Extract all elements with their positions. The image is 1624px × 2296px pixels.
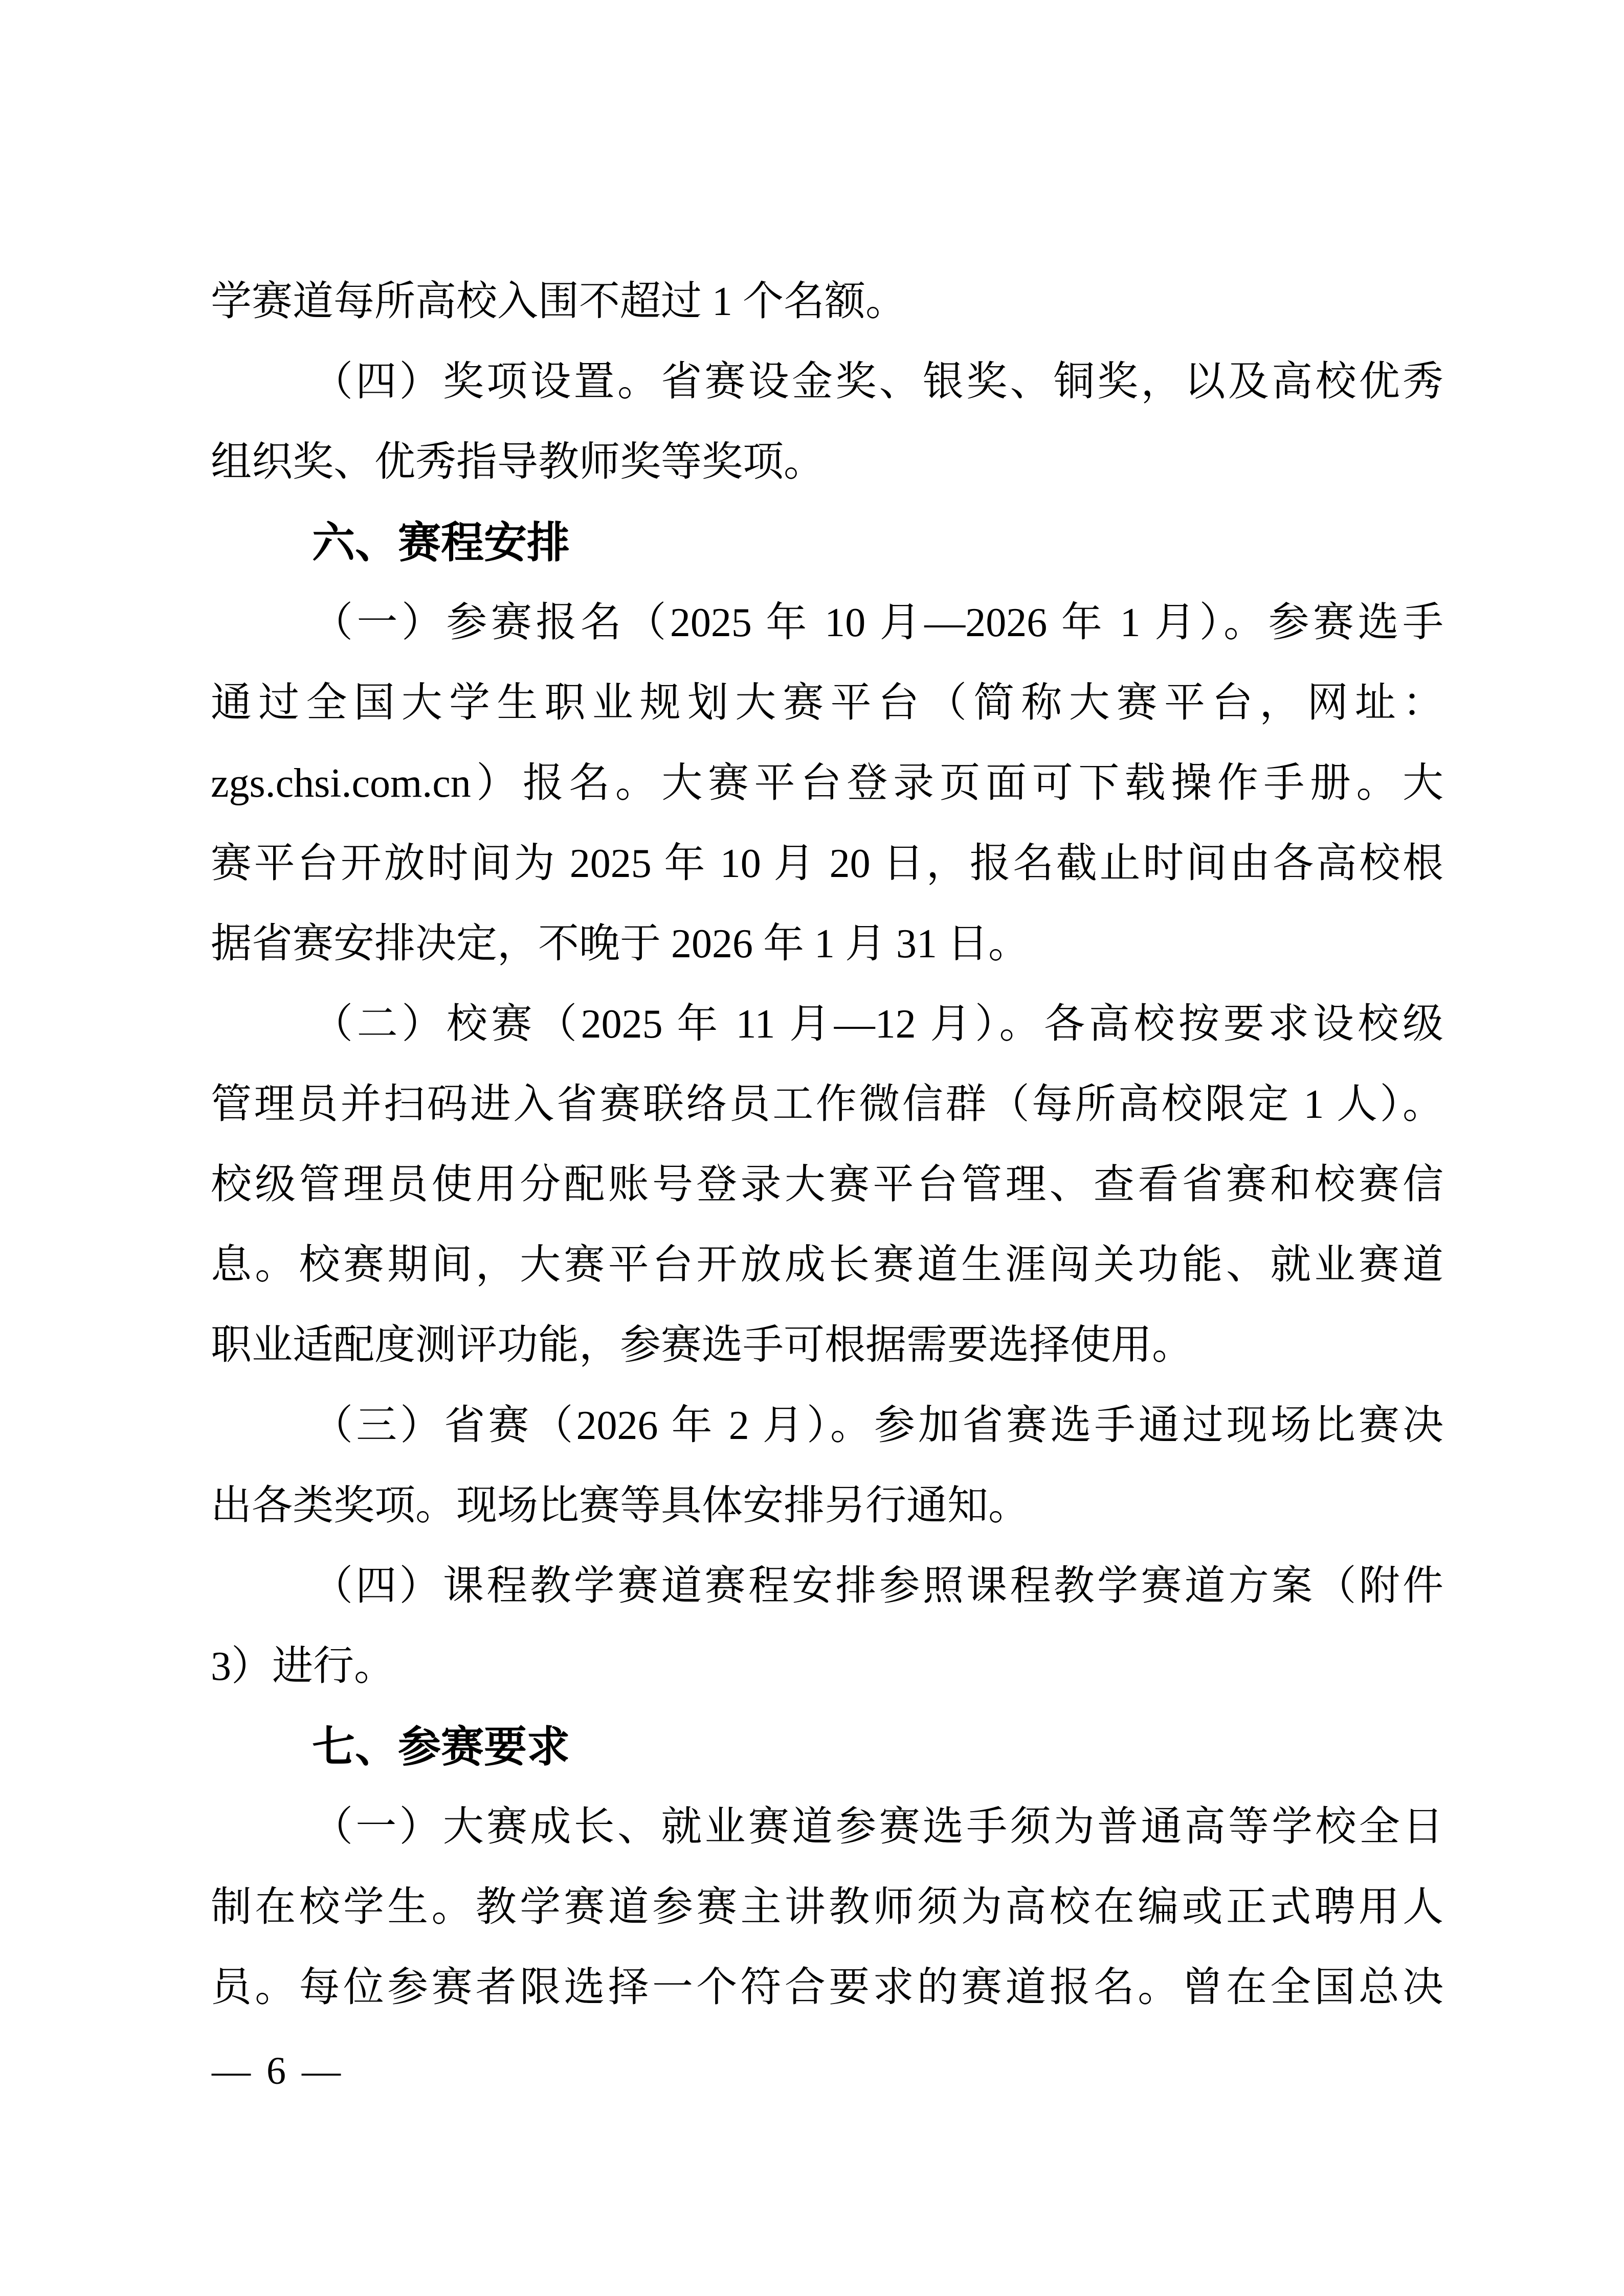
body-line: （二）校赛（2025 年 11 月—12 月）。各高校按要求设校级 — [312, 1002, 1443, 1047]
body-line: 据省赛安排决定，不晚于 2026 年 1 月 31 日。 — [211, 921, 1029, 966]
body-line: 3）进行。 — [211, 1644, 395, 1689]
body-line: （一）大赛成长、就业赛道参赛选手须为普通高等学校全日 — [312, 1805, 1443, 1850]
body-line: 通过全国大学生职业规划大赛平台（简称大赛平台，网址： — [211, 681, 1443, 726]
body-line: 出各类奖项。现场比赛等具体安排另行通知。 — [211, 1483, 1029, 1528]
document-body — [211, 262, 1443, 2028]
heading-section-6: 六、赛程安排 — [312, 519, 570, 567]
body-line: 管理员并扫码进入省赛联络员工作微信群（每所高校限定 1 人）。 — [211, 1082, 1443, 1127]
body-line: 组织奖、优秀指导教师奖等奖项。 — [211, 440, 825, 485]
body-line: 赛平台开放时间为 2025 年 10 月 20 日，报名截止时间由各高校根 — [211, 841, 1443, 886]
body-line: 职业适配度测评功能，参赛选手可根据需要选择使用。 — [211, 1323, 1193, 1368]
body-line: 员。每位参赛者限选择一个符合要求的赛道报名。曾在全国总决 — [211, 1965, 1443, 2010]
body-line: 校级管理员使用分配账号登录大赛平台管理、查看省赛和校赛信 — [211, 1162, 1443, 1207]
body-line: zgs.chsi.com.cn）报名。大赛平台登录页面可下载操作手册。大 — [211, 761, 1443, 806]
body-line: （四）奖项设置。省赛设金奖、银奖、铜奖，以及高校优秀 — [312, 359, 1443, 404]
body-line: （一）参赛报名（2025 年 10 月—2026 年 1 月）。参赛选手 — [312, 600, 1443, 645]
body-line: （四）课程教学赛道赛程安排参照课程教学赛道方案（附件 — [312, 1564, 1443, 1609]
body-line: 息。校赛期间，大赛平台开放成长赛道生涯闯关功能、就业赛道 — [211, 1243, 1443, 1288]
footer-page-number: — 6 — — [212, 2050, 344, 2092]
body-line: 制在校学生。教学赛道参赛主讲教师须为高校在编或正式聘用人 — [211, 1885, 1443, 1930]
heading-section-7: 七、参赛要求 — [312, 1723, 570, 1771]
body-line: 学赛道每所高校入围不超过 1 个名额。 — [211, 279, 906, 324]
body-line: （三）省赛（2026 年 2 月）。参加省赛选手通过现场比赛决 — [312, 1403, 1443, 1448]
